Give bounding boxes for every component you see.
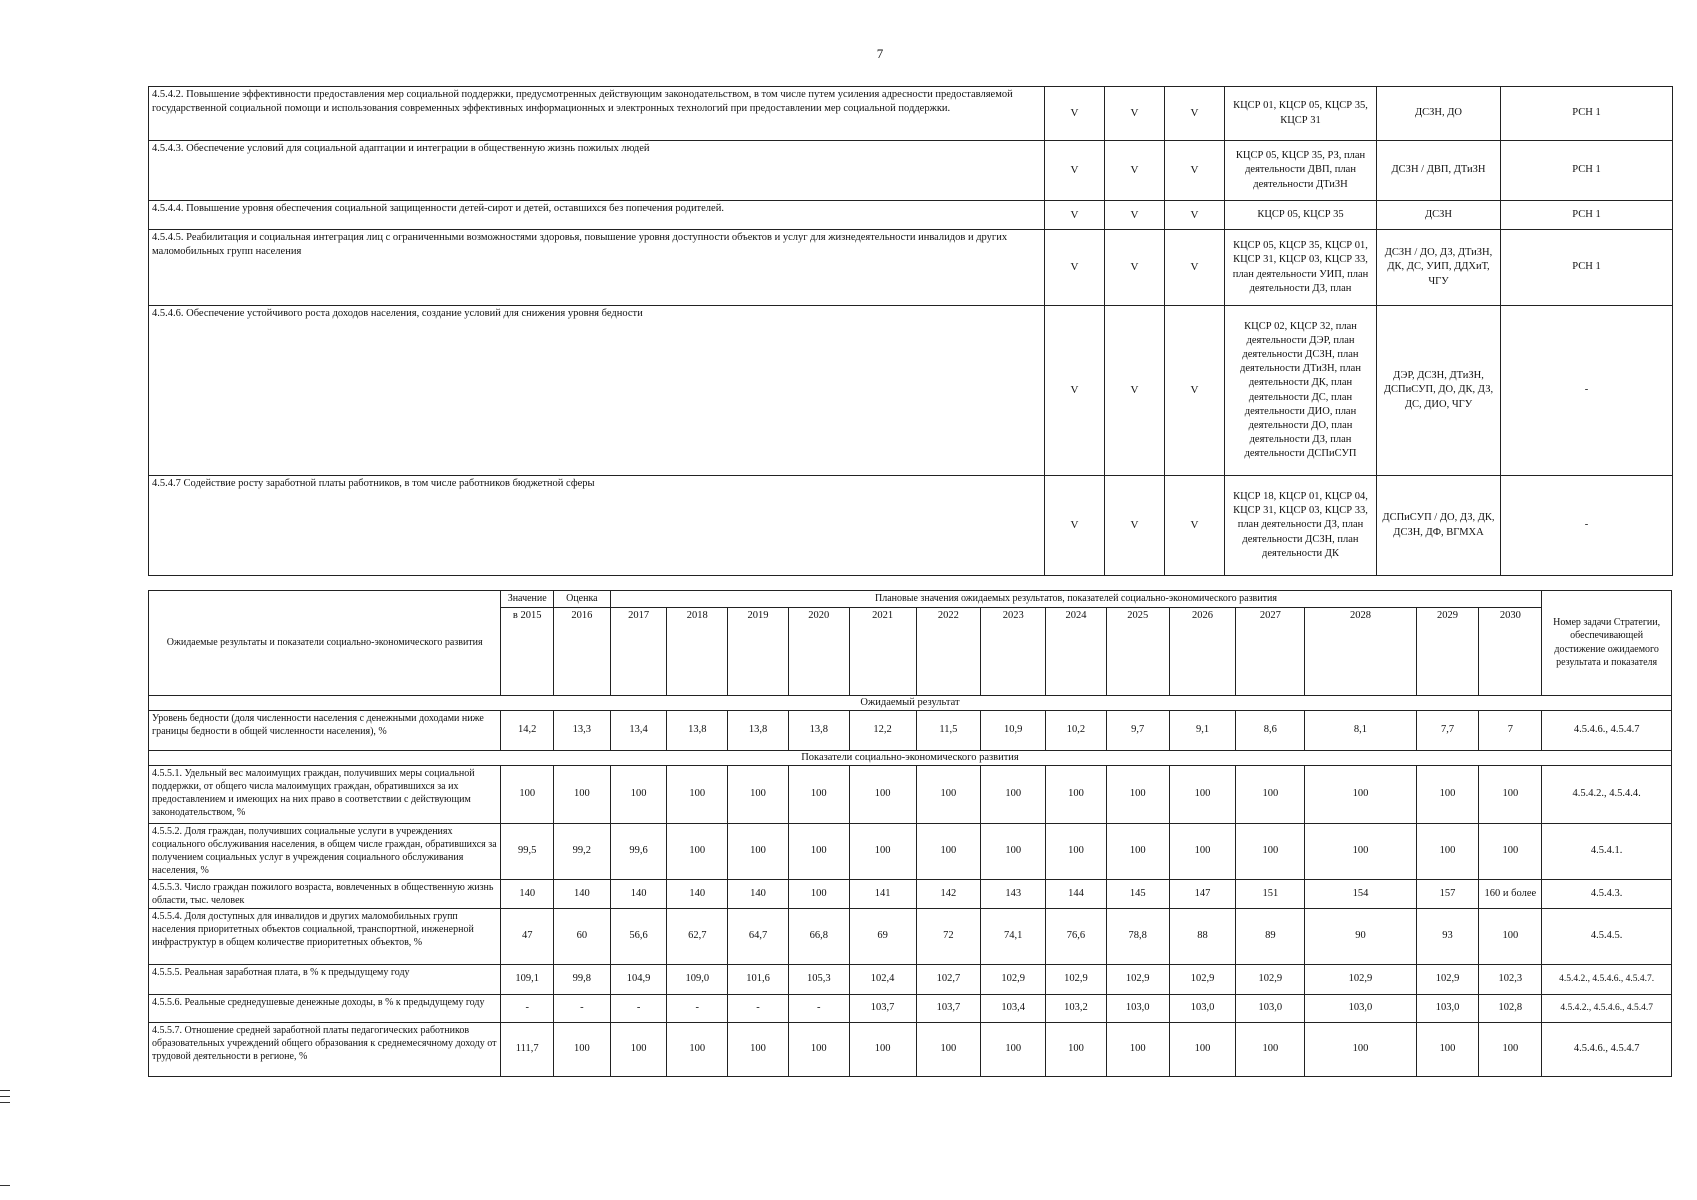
measure-documents: КЦСР 05, КЦСР 35, РЗ, план деятельности ДВП, план деятельности ДТиЗН: [1225, 141, 1377, 201]
value-cell: 111,7: [501, 1022, 554, 1076]
value-cell: 100: [554, 765, 611, 823]
header-year: 2023: [981, 607, 1046, 695]
header-year: 2020: [788, 607, 849, 695]
header-year: 2022: [916, 607, 981, 695]
measure-documents: КЦСР 05, КЦСР 35, КЦСР 01, КЦСР 31, КЦСР 03, КЦСР 33, план деятельности УИП, план деятельности ДЗ, план: [1225, 230, 1377, 306]
value-cell: 12,2: [849, 710, 916, 750]
stage-mark: V: [1105, 141, 1165, 201]
value-cell: 103,7: [916, 994, 981, 1022]
value-cell: 13,8: [728, 710, 789, 750]
value-cell: 100: [610, 765, 667, 823]
value-cell: -: [610, 994, 667, 1022]
task-cell: 4.5.4.2., 4.5.4.4.: [1542, 765, 1672, 823]
measure-executors: ДСЗН / ДВП, ДТиЗН: [1377, 141, 1501, 201]
value-cell: 102,3: [1479, 964, 1542, 994]
header-year: 2018: [667, 607, 728, 695]
value-cell: -: [667, 994, 728, 1022]
value-cell: 100: [1479, 908, 1542, 964]
value-cell: 160 и более: [1479, 879, 1542, 908]
stage-mark: V: [1165, 201, 1225, 230]
header-year: 2029: [1416, 607, 1479, 695]
value-cell: 102,8: [1479, 994, 1542, 1022]
value-cell: 100: [1305, 765, 1416, 823]
value-cell: 103,0: [1169, 994, 1236, 1022]
header-value-year: в 2015: [501, 607, 554, 695]
value-cell: 93: [1416, 908, 1479, 964]
task-cell: 4.5.4.6., 4.5.4.7: [1542, 710, 1672, 750]
stage-mark: V: [1105, 476, 1165, 576]
margin-mark: [0, 1096, 10, 1097]
table-row: [149, 710, 1672, 750]
header-year: 2026: [1169, 607, 1236, 695]
measure-documents: КЦСР 01, КЦСР 05, КЦСР 35, КЦСР 31: [1225, 87, 1377, 141]
measure-rsn: -: [1501, 476, 1673, 576]
value-cell: 90: [1305, 908, 1416, 964]
value-cell: 10,2: [1046, 710, 1107, 750]
section-expected-result: Ожидаемый результат: [149, 695, 1672, 710]
value-cell: 100: [1046, 823, 1107, 879]
value-cell: 99,2: [554, 823, 611, 879]
row-label: 4.5.5.4. Доля доступных для инвалидов и других маломобильных групп населения приоритетных объектов социальной, транспортной, инженерной инфраструктур в общем количестве приоритетных объектов, %: [149, 908, 501, 964]
value-cell: 100: [1305, 823, 1416, 879]
value-cell: 100: [981, 765, 1046, 823]
measure-text: 4.5.4.7 Содействие росту заработной платы работников, в том числе работников бюджетной сферы: [149, 476, 1045, 576]
measure-row: [149, 476, 1673, 576]
value-cell: 102,9: [1169, 964, 1236, 994]
stage-mark: V: [1045, 201, 1105, 230]
margin-mark: [0, 1090, 10, 1091]
value-cell: 72: [916, 908, 981, 964]
value-cell: 88: [1169, 908, 1236, 964]
value-cell: 103,2: [1046, 994, 1107, 1022]
task-cell: 4.5.4.1.: [1542, 823, 1672, 879]
value-cell: 101,6: [728, 964, 789, 994]
measure-rsn: РСН 1: [1501, 87, 1673, 141]
stage-mark: V: [1105, 230, 1165, 306]
task-cell: 4.5.4.6., 4.5.4.7: [1542, 1022, 1672, 1076]
value-cell: 102,9: [1305, 964, 1416, 994]
header-estimate-year: 2016: [554, 607, 611, 695]
value-cell: 99,5: [501, 823, 554, 879]
value-cell: 140: [667, 879, 728, 908]
value-cell: 13,4: [610, 710, 667, 750]
value-cell: 102,9: [981, 964, 1046, 994]
value-cell: 145: [1106, 879, 1169, 908]
section-indicators: Показатели социально-экономического развития: [149, 750, 1672, 765]
stage-mark: V: [1045, 87, 1105, 141]
value-cell: 103,0: [1106, 994, 1169, 1022]
stage-mark: V: [1045, 141, 1105, 201]
stage-mark: V: [1105, 306, 1165, 476]
table-row: [149, 823, 1672, 879]
value-cell: 100: [728, 1022, 789, 1076]
measure-text: 4.5.4.3. Обеспечение условий для социальной адаптации и интеграции в общественную жизнь пожилых людей: [149, 141, 1045, 201]
value-cell: 8,6: [1236, 710, 1305, 750]
value-cell: 13,8: [667, 710, 728, 750]
value-cell: 102,7: [916, 964, 981, 994]
measure-documents: КЦСР 18, КЦСР 01, КЦСР 04, КЦСР 31, КЦСР 03, КЦСР 33, план деятельности ДЗ, план деятельности ДСЗН, план деятельности ДК: [1225, 476, 1377, 576]
task-cell: 4.5.4.3.: [1542, 879, 1672, 908]
header-year: 2027: [1236, 607, 1305, 695]
value-cell: 100: [1046, 765, 1107, 823]
margin-mark: [0, 1102, 10, 1103]
row-label: Уровень бедности (доля численности населения с денежными доходами ниже границы бедности в общей численности населения), %: [149, 710, 501, 750]
value-cell: 100: [1169, 765, 1236, 823]
value-cell: 100: [788, 823, 849, 879]
measure-row: [149, 87, 1673, 141]
value-cell: 144: [1046, 879, 1107, 908]
value-cell: 102,9: [1106, 964, 1169, 994]
margin-mark: [0, 1185, 10, 1186]
measure-rsn: РСН 1: [1501, 230, 1673, 306]
measure-documents: КЦСР 02, КЦСР 32, план деятельности ДЭР, план деятельности ДСЗН, план деятельности ДТиЗН, план деятельности ДК, план деятельности ДС, план деятельности ДИО, план деятельности ДО, план деятельности ДЗ, план деятельности ДСПиСУП: [1225, 306, 1377, 476]
value-cell: 109,0: [667, 964, 728, 994]
value-cell: -: [554, 994, 611, 1022]
value-cell: 140: [728, 879, 789, 908]
indicators-table: [148, 590, 1672, 1077]
value-cell: -: [728, 994, 789, 1022]
measure-text: 4.5.4.6. Обеспечение устойчивого роста доходов населения, создание условий для снижения уровня бедности: [149, 306, 1045, 476]
measure-rsn: РСН 1: [1501, 141, 1673, 201]
value-cell: 103,0: [1305, 994, 1416, 1022]
measure-row: [149, 201, 1673, 230]
value-cell: 66,8: [788, 908, 849, 964]
value-cell: 10,9: [981, 710, 1046, 750]
measure-row: [149, 141, 1673, 201]
measure-executors: ДЭР, ДСЗН, ДТиЗН, ДСПиСУП, ДО, ДК, ДЗ, ДС, ДИО, ЧГУ: [1377, 306, 1501, 476]
measure-executors: ДСЗН / ДО, ДЗ, ДТиЗН, ДК, ДС, УИП, ДДХиТ, ЧГУ: [1377, 230, 1501, 306]
value-cell: 142: [916, 879, 981, 908]
value-cell: 13,8: [788, 710, 849, 750]
value-cell: 9,1: [1169, 710, 1236, 750]
value-cell: 151: [1236, 879, 1305, 908]
value-cell: 14,2: [501, 710, 554, 750]
value-cell: 105,3: [788, 964, 849, 994]
section-row: [149, 750, 1672, 765]
header-value-label: Значение: [501, 591, 554, 608]
measure-documents: КЦСР 05, КЦСР 35: [1225, 201, 1377, 230]
value-cell: 7: [1479, 710, 1542, 750]
value-cell: 74,1: [981, 908, 1046, 964]
measure-text: 4.5.4.5. Реабилитация и социальная интеграция лиц с ограниченными возможностями здоровья, повышение уровня доступности объектов и услуг для жизнедеятельности инвалидов и других маломобильных групп населения: [149, 230, 1045, 306]
value-cell: 103,0: [1236, 994, 1305, 1022]
measure-text: 4.5.4.4. Повышение уровня обеспечения социальной защищенности детей-сирот и детей, оставшихся без попечения родителей.: [149, 201, 1045, 230]
stage-mark: V: [1165, 476, 1225, 576]
table-row: [149, 964, 1672, 994]
row-label: 4.5.5.7. Отношение средней заработной платы педагогических работников образовательных учреждений общего образования к среднемесячному доходу от трудовой деятельности в регионе, %: [149, 1022, 501, 1076]
value-cell: 102,9: [1046, 964, 1107, 994]
value-cell: 141: [849, 879, 916, 908]
value-cell: 100: [849, 1022, 916, 1076]
table-row: [149, 765, 1672, 823]
value-cell: 64,7: [728, 908, 789, 964]
header-year: 2019: [728, 607, 789, 695]
value-cell: 100: [1305, 1022, 1416, 1076]
value-cell: 100: [610, 1022, 667, 1076]
task-cell: 4.5.4.2., 4.5.4.6., 4.5.4.7.: [1542, 964, 1672, 994]
value-cell: 102,9: [1236, 964, 1305, 994]
value-cell: 100: [1106, 1022, 1169, 1076]
value-cell: 147: [1169, 879, 1236, 908]
value-cell: 100: [1479, 765, 1542, 823]
value-cell: 140: [610, 879, 667, 908]
value-cell: 89: [1236, 908, 1305, 964]
value-cell: 100: [849, 765, 916, 823]
task-cell: 4.5.4.2., 4.5.4.6., 4.5.4.7: [1542, 994, 1672, 1022]
stage-mark: V: [1165, 306, 1225, 476]
value-cell: 100: [1479, 1022, 1542, 1076]
table-row: [149, 1022, 1672, 1076]
header-label: Ожидаемые результаты и показатели социально-экономического развития: [149, 591, 501, 696]
stage-mark: V: [1045, 476, 1105, 576]
section-row: [149, 695, 1672, 710]
table-row: [149, 879, 1672, 908]
stage-mark: V: [1165, 230, 1225, 306]
value-cell: 56,6: [610, 908, 667, 964]
value-cell: 157: [1416, 879, 1479, 908]
stage-mark: V: [1165, 141, 1225, 201]
value-cell: 100: [1169, 1022, 1236, 1076]
value-cell: 109,1: [501, 964, 554, 994]
value-cell: 8,1: [1305, 710, 1416, 750]
measure-executors: ДСЗН: [1377, 201, 1501, 230]
stage-mark: V: [1105, 201, 1165, 230]
value-cell: 100: [501, 765, 554, 823]
value-cell: 100: [981, 823, 1046, 879]
row-label: 4.5.5.6. Реальные среднедушевые денежные доходы, в % к предыдущему году: [149, 994, 501, 1022]
value-cell: 100: [916, 823, 981, 879]
header-task-label: Номер задачи Стратегии, обеспечивающей достижение ожидаемого результата и показателя: [1542, 591, 1672, 696]
value-cell: 103,4: [981, 994, 1046, 1022]
value-cell: 76,6: [1046, 908, 1107, 964]
row-label: 4.5.5.2. Доля граждан, получивших социальные услуги в учреждениях социального обслуживания населения, в общем числе граждан, обратившихся за получением социальных услуг в учреждения социального обслуживания населения, %: [149, 823, 501, 879]
value-cell: 100: [1169, 823, 1236, 879]
value-cell: 100: [1046, 1022, 1107, 1076]
value-cell: 100: [1479, 823, 1542, 879]
measure-text: 4.5.4.2. Повышение эффективности предоставления мер социальной поддержки, предусмотренных действующим законодательством, в том числе путем усиления адресности предоставляемой государственной социальной помощи и использования современных эффективных информационных и электронных технологий при предоставлении мер социальной поддержки.: [149, 87, 1045, 141]
value-cell: 143: [981, 879, 1046, 908]
value-cell: 100: [728, 823, 789, 879]
stage-mark: V: [1045, 306, 1105, 476]
value-cell: 100: [788, 1022, 849, 1076]
row-label: 4.5.5.5. Реальная заработная плата, в % к предыдущему году: [149, 964, 501, 994]
value-cell: 60: [554, 908, 611, 964]
measure-row: [149, 306, 1673, 476]
value-cell: 9,7: [1106, 710, 1169, 750]
value-cell: 99,8: [554, 964, 611, 994]
value-cell: 100: [1236, 1022, 1305, 1076]
value-cell: 47: [501, 908, 554, 964]
measures-table: [148, 86, 1673, 576]
value-cell: 100: [667, 765, 728, 823]
stage-mark: V: [1105, 87, 1165, 141]
value-cell: 100: [916, 765, 981, 823]
value-cell: 102,4: [849, 964, 916, 994]
value-cell: 69: [849, 908, 916, 964]
header-year: 2021: [849, 607, 916, 695]
value-cell: 100: [916, 1022, 981, 1076]
value-cell: 100: [1416, 1022, 1479, 1076]
value-cell: 100: [554, 1022, 611, 1076]
header-row: [149, 591, 1672, 608]
task-cell: 4.5.4.5.: [1542, 908, 1672, 964]
value-cell: 103,0: [1416, 994, 1479, 1022]
value-cell: 104,9: [610, 964, 667, 994]
value-cell: 100: [1106, 823, 1169, 879]
measure-executors: ДСЗН, ДО: [1377, 87, 1501, 141]
value-cell: -: [501, 994, 554, 1022]
value-cell: 140: [501, 879, 554, 908]
value-cell: 100: [788, 879, 849, 908]
value-cell: 78,8: [1106, 908, 1169, 964]
table-row: [149, 994, 1672, 1022]
value-cell: 140: [554, 879, 611, 908]
value-cell: 100: [1236, 765, 1305, 823]
value-cell: 100: [788, 765, 849, 823]
measure-row: [149, 230, 1673, 306]
header-year: 2028: [1305, 607, 1416, 695]
header-year: 2030: [1479, 607, 1542, 695]
value-cell: 99,6: [610, 823, 667, 879]
value-cell: 100: [667, 1022, 728, 1076]
stage-mark: V: [1045, 230, 1105, 306]
value-cell: 100: [981, 1022, 1046, 1076]
stage-mark: V: [1165, 87, 1225, 141]
row-label: 4.5.5.1. Удельный вес малоимущих граждан, получивших меры социальной поддержки, от общего числа малоимущих граждан, обратившихся за их предоставлением и имеющих на них право в соответствии с действующим законодательством, %: [149, 765, 501, 823]
value-cell: 102,9: [1416, 964, 1479, 994]
measure-executors: ДСПиСУП / ДО, ДЗ, ДК, ДСЗН, ДФ, ВГМХА: [1377, 476, 1501, 576]
value-cell: 11,5: [916, 710, 981, 750]
value-cell: 103,7: [849, 994, 916, 1022]
value-cell: 100: [667, 823, 728, 879]
value-cell: 100: [1236, 823, 1305, 879]
page-number: 7: [876, 46, 884, 61]
header-year: 2017: [610, 607, 667, 695]
header-year: 2024: [1046, 607, 1107, 695]
value-cell: 7,7: [1416, 710, 1479, 750]
value-cell: -: [788, 994, 849, 1022]
measure-rsn: -: [1501, 306, 1673, 476]
value-cell: 100: [1106, 765, 1169, 823]
value-cell: 100: [849, 823, 916, 879]
header-year: 2025: [1106, 607, 1169, 695]
value-cell: 13,3: [554, 710, 611, 750]
header-planned-label: Плановые значения ожидаемых результатов, показателей социально-экономического развития: [610, 591, 1542, 608]
header-estimate-label: Оценка: [554, 591, 611, 608]
value-cell: 100: [1416, 823, 1479, 879]
value-cell: 100: [1416, 765, 1479, 823]
measure-rsn: РСН 1: [1501, 201, 1673, 230]
row-label: 4.5.5.3. Число граждан пожилого возраста, вовлеченных в общественную жизнь области, тыс. человек: [149, 879, 501, 908]
value-cell: 100: [728, 765, 789, 823]
value-cell: 62,7: [667, 908, 728, 964]
table-row: [149, 908, 1672, 964]
value-cell: 154: [1305, 879, 1416, 908]
